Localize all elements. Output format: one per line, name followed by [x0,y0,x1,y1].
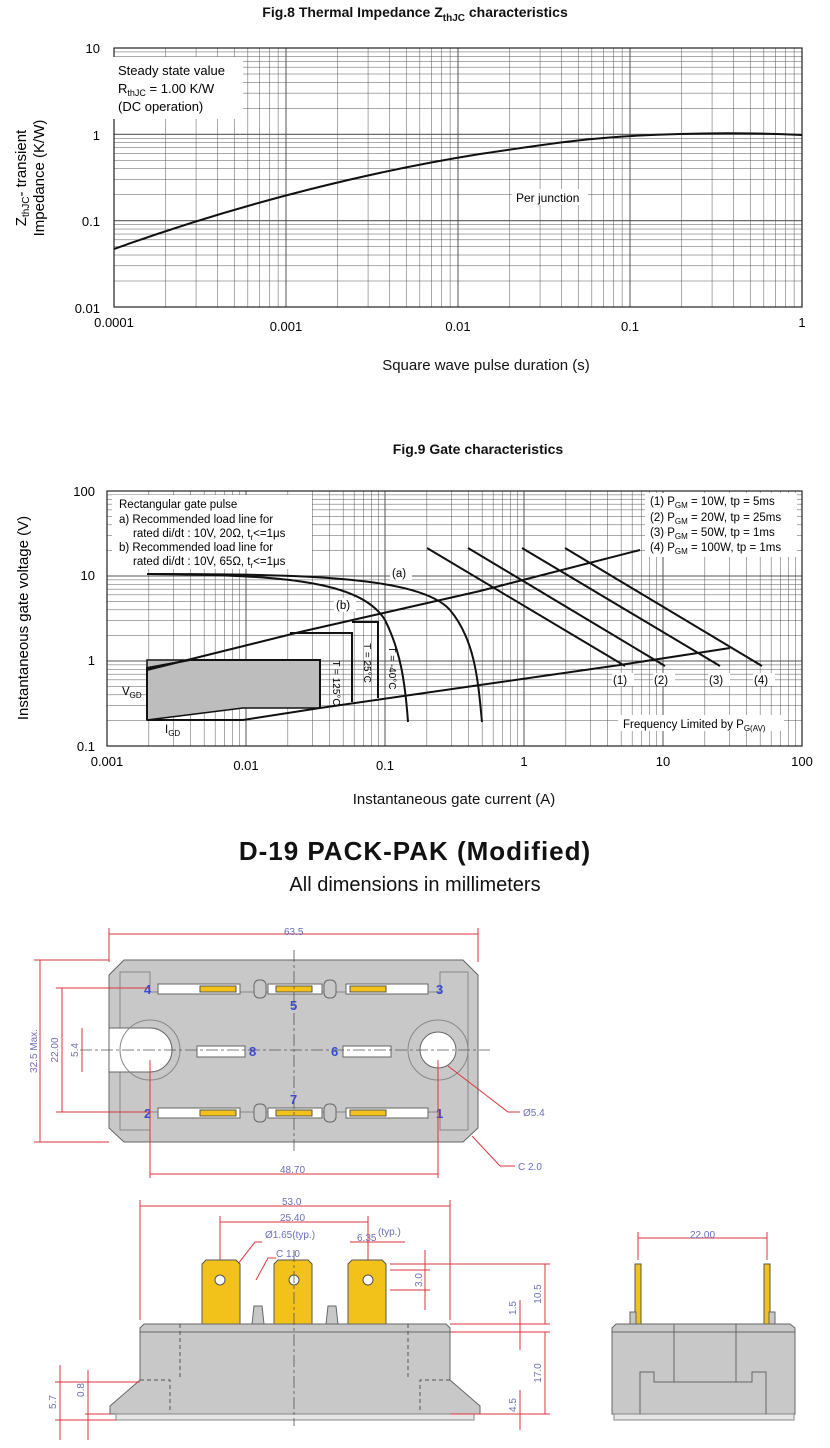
fig9-ytick: 0.1 [76,739,95,754]
fig8-note-1: Steady state value [118,63,225,78]
package-end-view [612,1230,795,1420]
package-side-view [48,1197,550,1440]
dim-3-0: 3.0 [414,1273,425,1287]
pin-2: 2 [144,1106,152,1121]
fig9-note-4: b) Recommended load line for [119,542,274,554]
dim-6-35: 6.35 [357,1233,377,1244]
fig8-xtick: 1 [798,315,806,330]
fig8-curve-label: Per junction [516,191,580,205]
fig8-ytick: 1 [92,128,100,143]
fig9-xtick: 100 [791,754,813,769]
fig8-xtick: 0.01 [445,319,471,334]
fig9-mark-4: (4) [754,675,769,687]
pin-5: 5 [290,998,298,1013]
pin-1: 1 [436,1106,444,1121]
fig8-xtick: 0.001 [269,319,303,334]
fig9-xlabel: Instantaneous gate current (A) [352,791,556,808]
fig9-xtick: 0.001 [90,754,124,769]
fig9-note-5: rated di/dt : 10V, 65Ω, $t_r<=1\mu s$ [133,556,286,570]
fig9-mark-2: (2) [654,675,669,687]
pgm-line-1: (1) $P_{GM} = 10W$, tp = 5ms [650,496,775,510]
package-top-view [29,927,545,1178]
pgm-line-3: (3) $P_{GM} = 50W$, tp = 1ms [650,527,775,541]
fig8-note-2: $R_{thJC} = 1.00$ K/W [118,81,215,98]
fig8-ytick: 0.01 [74,301,100,316]
fig9-note-1: Rectangular gate pulse [119,499,238,511]
dim-10-5: 10.5 [533,1284,544,1304]
fig9-tj-m40: T = -40°C [386,646,397,690]
fig9-note-3: rated di/dt : 10V, 20Ω, $t_r<=1\mu s$ [133,528,286,542]
fig9-tj-125: T = 125°C [330,660,341,706]
fig9-xtick: 10 [655,754,671,769]
fig8-xtick: 0.1 [620,319,640,334]
fig9-ytick: 100 [73,484,95,499]
fig9-igd: $I_{GD}$ [165,724,181,738]
fig8-ytick: 10 [85,41,100,56]
dim-0-8: 0.8 [76,1383,87,1397]
fig9-tj-25: T = 25°C [361,643,372,683]
fig9-shaded-area [147,660,320,720]
dim-1-5: 1.5 [508,1301,519,1315]
fig8-note-3: (DC operation) [118,99,204,114]
dim-4-5: 4.5 [508,1398,519,1412]
fig9-xtick: 1 [520,754,528,769]
fig9-label-b: (b) [336,600,351,612]
dim-5-4-v: 5.4 [70,1043,81,1057]
pin-4: 4 [144,982,152,997]
dim-53-0: 53.0 [282,1197,302,1208]
fig9-xtick: 0.01 [233,758,259,770]
fig8-xtick: 0.0001 [94,315,134,330]
fig9-title: Fig.9 Gate characteristics [392,441,564,457]
dim-dia-1-65: Ø1.65(typ.) [265,1230,316,1241]
fig9-xtick: 0.1 [375,758,395,770]
fig8-title: Fig.8 Thermal Impedance $Z_{thJC}$ characteristics [262,4,568,24]
fig9-mark-1: (1) [613,675,628,687]
pgm-line-2: (2) $P_{GM} = 20W$, tp = 25ms [650,512,782,526]
dim-5-7: 5.7 [48,1395,59,1409]
fig9-label-a: (a) [392,568,407,580]
fig9-chart [0,480,830,770]
fig9-freq: Frequency Limited by $P_{G(AV)}$ [623,719,766,733]
dim-32-5: 32.5 Max. [29,1029,40,1073]
dim-c-1-0: C 1.0 [276,1249,300,1260]
dim-63-5: 63.5 [284,927,304,938]
fig9-ytick: 10 [80,568,95,583]
fig8-chart [0,30,830,350]
pin-8: 8 [249,1044,257,1059]
dim-c-2-0: C 2.0 [518,1162,542,1173]
fig8-ytick: 0.1 [81,214,100,229]
dim-typ: (typ.) [378,1227,401,1238]
dim-22-00-a: 22.00 [50,1037,61,1063]
pgm-line-4: (4) $P_{GM} = 100W$, tp = 1ms [650,542,782,556]
package-title: D-19 PACK-PAK (Modified) [238,836,592,866]
pin-6: 6 [331,1044,339,1059]
dim-25-40: 25.40 [280,1213,306,1224]
package-subtitle: All dimensions in millimeters [289,874,541,896]
fig9-vgd: $V_{GD}$ [122,686,142,700]
dim-dia-5-4: Ø5.4 [523,1108,545,1119]
fig8-ylabel-2: Impedance (K/W) [31,119,48,237]
dim-17-0: 17.0 [533,1363,544,1383]
fig8-ylabel-1: $Z_{thJC}-$ transient [13,129,32,227]
pin-7: 7 [290,1092,298,1107]
package-drawing [0,920,830,1448]
fig8-xlabel: Square wave pulse duration (s) [382,357,590,374]
dim-22-00-b: 22.00 [690,1230,716,1241]
fig9-ylabel: Instantaneous gate voltage (V) [15,515,32,721]
fig9-note-2: a) Recommended load line for [119,514,274,526]
fig9-mark-3: (3) [709,675,724,687]
fig9-ytick: 1 [87,653,95,668]
dim-48-70: 48.70 [280,1165,306,1176]
pin-3: 3 [436,982,444,997]
